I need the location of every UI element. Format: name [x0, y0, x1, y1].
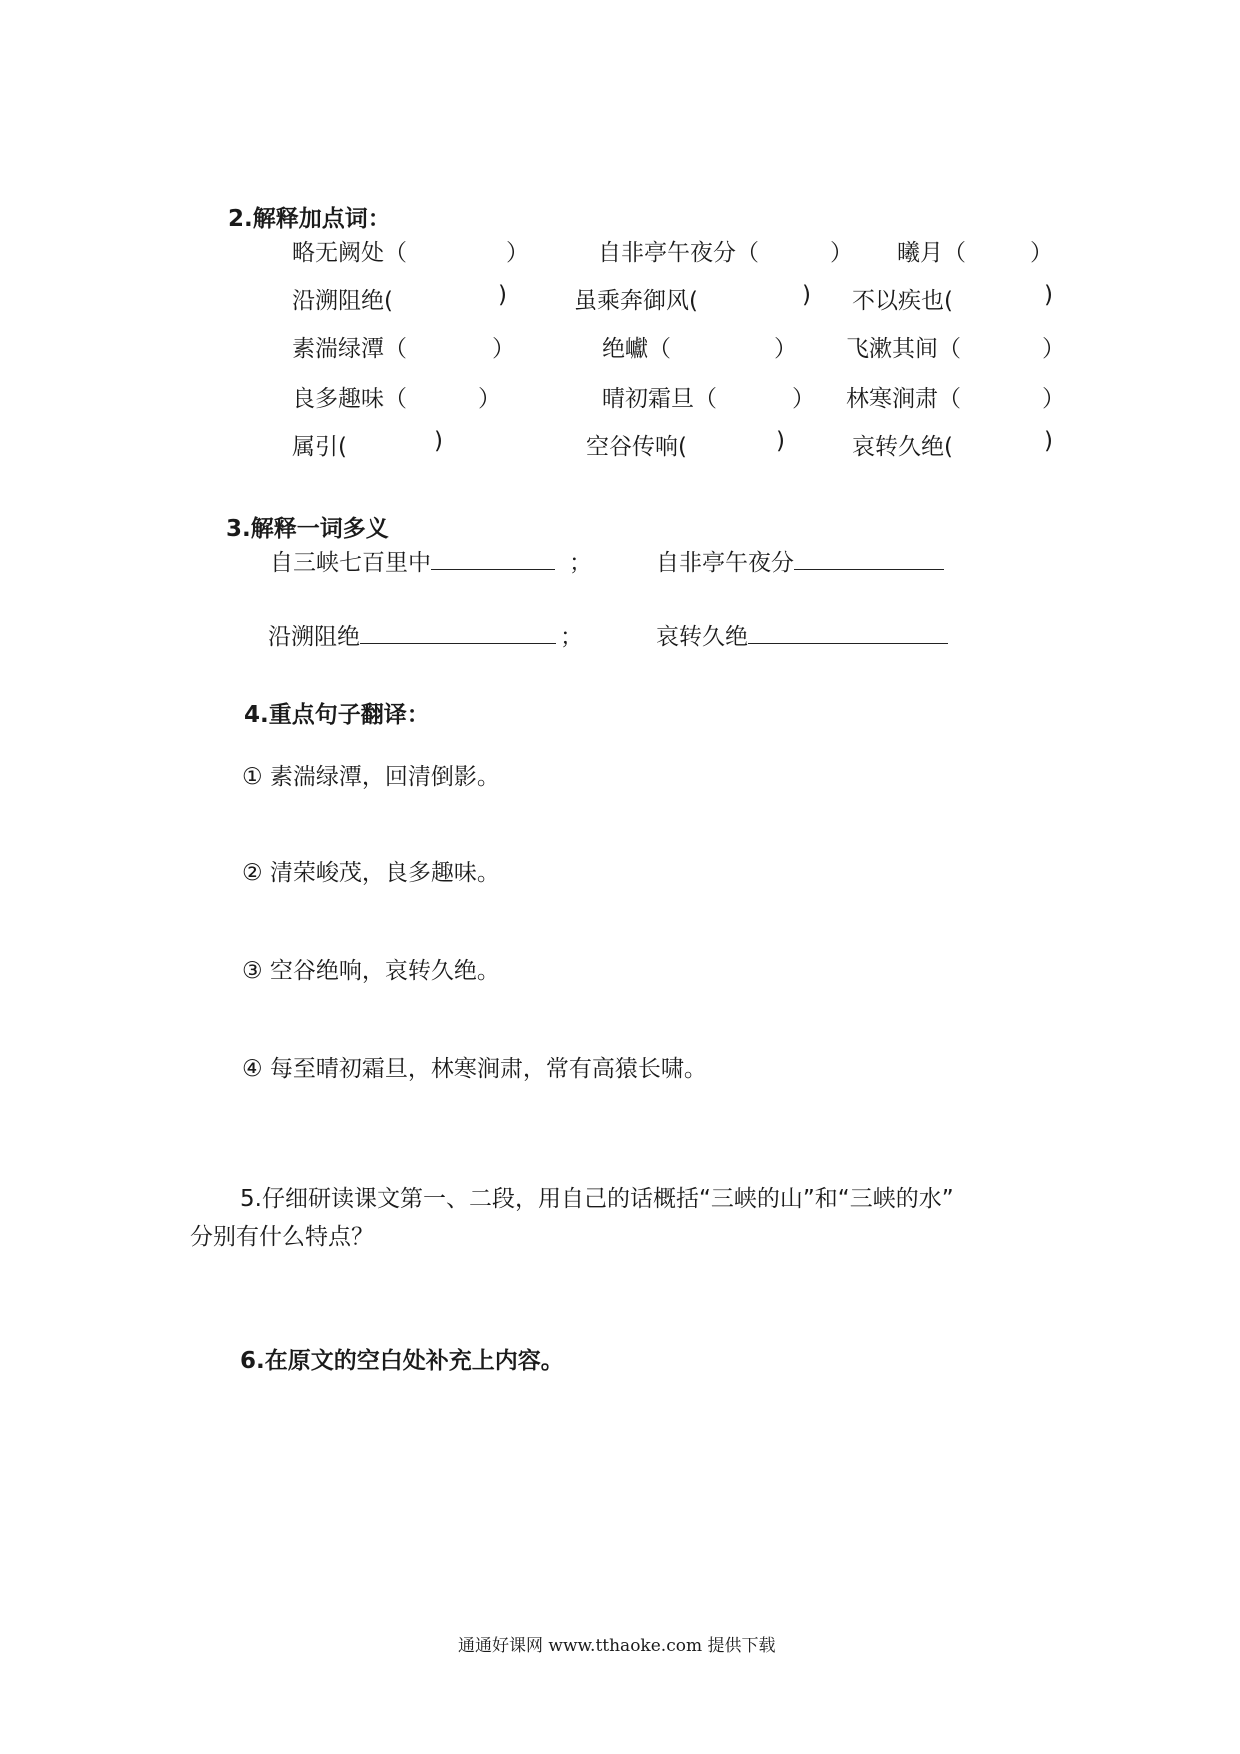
q4-sentence-1: ① 素湍绿潭，回清倒影。 [242, 764, 500, 790]
q2-r1c3-close: ） [1030, 240, 1053, 266]
q3-item4-blank[interactable] [748, 625, 948, 644]
q3-item4-text: 哀转久绝 [656, 624, 748, 650]
q2-r2c3: 不以疾也( [852, 288, 953, 314]
q4-sentence-3: ③ 空谷绝响，哀转久绝。 [242, 958, 500, 984]
q2-r2c1-close: ) [498, 282, 507, 308]
q2-r3c3-close: ） [1042, 336, 1065, 362]
q2-r2c2-close: ) [802, 282, 811, 308]
q2-r3c2-close: ） [774, 336, 797, 362]
q2-r5c2: 空谷传响( [586, 434, 687, 460]
q5-line-1 [240, 1180, 954, 1213]
q2-r2c1: 沿溯阻绝( [292, 288, 393, 314]
q3-item3-sep: ； [560, 624, 583, 650]
q2-r1c1: 略无阙处（ [292, 240, 407, 266]
q2-r5c3: 哀转久绝( [852, 434, 953, 460]
q2-r1c2-close: ） [830, 240, 853, 266]
q2-r1c1-close: ） [506, 240, 529, 266]
q3-item3-text: 沿溯阻绝 [268, 624, 360, 650]
q2-r4c1: 良多趣味（ [292, 386, 407, 412]
q3-item3 [268, 618, 583, 651]
q2-r3c1-close: ） [492, 336, 515, 362]
q4-sentence-4: ④ 每至晴初霜旦，林寒涧肃，常有高猿长啸。 [242, 1056, 707, 1082]
q3-item1-blank[interactable] [431, 551, 555, 570]
q3-item1-text: 自三峡七百里中 [270, 550, 431, 576]
q2-r4c1-close: ） [478, 386, 501, 412]
q5-line-2: 分别有什么特点？ [190, 1224, 374, 1250]
q2-r4c2-close: ） [792, 386, 815, 412]
q2-r1c2: 自非亭午夜分（ [598, 240, 759, 266]
q2-r1c3: 曦月（ [897, 240, 966, 266]
q2-r2c2: 虽乘奔御风( [574, 288, 698, 314]
q3-item2-text: 自非亭午夜分 [656, 550, 794, 576]
q2-r3c1: 素湍绿潭（ [292, 336, 407, 362]
q3-item1 [270, 544, 592, 577]
q2-r3c3: 飞漱其间（ [846, 336, 961, 362]
q2-r5c3-close: ) [1044, 428, 1053, 454]
q6-title: 6.在原文的空白处补充上内容。 [240, 1348, 564, 1374]
q3-item1-sep: ； [569, 550, 592, 576]
q3-item3-blank[interactable] [360, 625, 556, 644]
q2-r5c1-close: ) [434, 428, 443, 454]
q5-line-1-text: 5.仔细研读课文第一、二段，用自己的话概括“三峡的山”和“三峡的水” [240, 1186, 954, 1212]
q2-r5c2-close: ) [776, 428, 785, 454]
q4-sentence-2: ② 清荣峻茂，良多趣味。 [242, 860, 500, 886]
q3-item2-blank[interactable] [794, 551, 944, 570]
q2-r4c2: 晴初霜旦（ [602, 386, 717, 412]
q3-item4 [656, 618, 948, 651]
q2-r2c3-close: ) [1044, 282, 1053, 308]
footer-text: 通通好课网 www.tthaoke.com 提供下载 [458, 1636, 776, 1656]
q2-r4c3-close: ） [1042, 386, 1065, 412]
q3-item2 [656, 544, 944, 577]
q2-r3c2: 绝巘（ [602, 336, 671, 362]
q2-r4c3: 林寒涧肃（ [846, 386, 961, 412]
q2-r5c1: 属引( [292, 434, 347, 460]
q2-title: 2.解释加点词： [228, 206, 391, 232]
q3-title: 3.解释一词多义 [226, 516, 389, 542]
q4-title: 4.重点句子翻译： [244, 702, 430, 728]
